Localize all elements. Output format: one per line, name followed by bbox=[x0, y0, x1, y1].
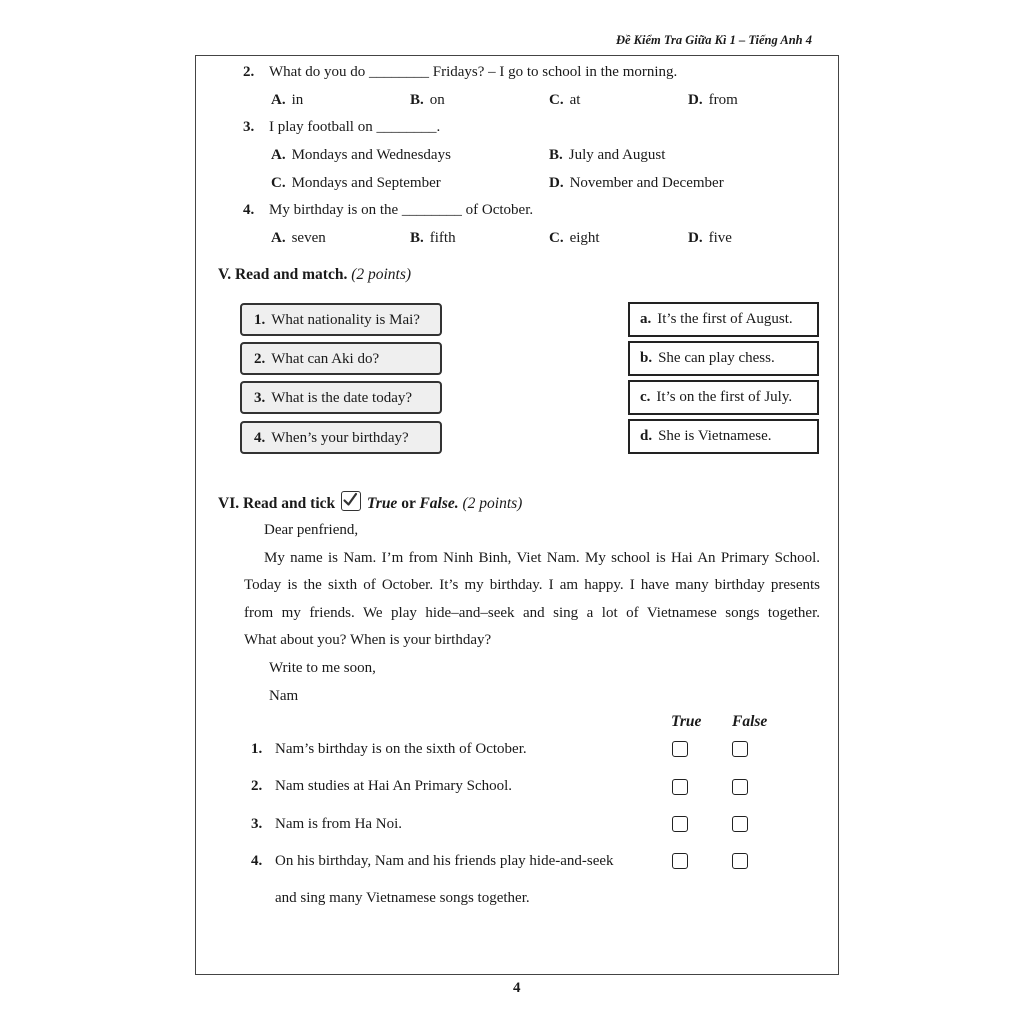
section-6-title: VI. Read and tick True or False. (2 points) bbox=[218, 491, 522, 513]
question-number: 2. bbox=[243, 64, 255, 80]
match-question-4: 4. When’s your birthday? bbox=[240, 421, 442, 454]
true-checkbox-4[interactable] bbox=[672, 853, 688, 869]
question-number: 3. bbox=[243, 119, 255, 135]
option-3a: A. Mondays and Wednesdays bbox=[271, 147, 451, 163]
letter-greeting: Dear penfriend, bbox=[264, 522, 359, 538]
letter-line-1: My name is Nam. I’m from Ninh Binh, Viet Nam. My school is Hai An Primary School. bbox=[264, 550, 820, 566]
option-2b: B. on bbox=[410, 92, 445, 108]
statement-4-continued: and sing many Vietnamese songs together. bbox=[275, 890, 530, 906]
option-3d: D. November and December bbox=[549, 175, 724, 191]
checkbox-tick-icon bbox=[341, 491, 361, 511]
true-checkbox-2[interactable] bbox=[672, 779, 688, 795]
question-2 bbox=[243, 64, 677, 81]
match-answer-c: c. It’s on the first of July. bbox=[628, 380, 819, 415]
true-checkbox-3[interactable] bbox=[672, 816, 688, 832]
option-4a: A. seven bbox=[271, 230, 326, 246]
letter-line-4: What about you? When is your birthday? bbox=[244, 632, 492, 648]
option-4b: B. fifth bbox=[410, 230, 456, 246]
question-3 bbox=[243, 119, 440, 136]
match-answer-d: d. She is Vietnamese. bbox=[628, 419, 819, 454]
false-checkbox-3[interactable] bbox=[732, 816, 748, 832]
letter-closing: Write to me soon, bbox=[269, 660, 376, 676]
question-text: What do you do ________ Fridays? – I go to school in the morning. bbox=[269, 64, 678, 80]
option-4c: C. eight bbox=[549, 230, 600, 246]
letter-signature: Nam bbox=[269, 688, 299, 704]
option-2d: D. from bbox=[688, 92, 738, 108]
match-question-2: 2. What can Aki do? bbox=[240, 342, 442, 375]
option-2c: C. at bbox=[549, 92, 581, 108]
option-2a: A. in bbox=[271, 92, 304, 108]
column-true-header: True bbox=[671, 713, 702, 730]
statement-3: 3. Nam is from Ha Noi. bbox=[251, 816, 403, 832]
statement-4: 4. On his birthday, Nam and his friends play hide-and-seek bbox=[251, 853, 614, 869]
page-frame bbox=[195, 55, 839, 975]
option-4d: D. five bbox=[688, 230, 732, 246]
match-question-3: 3. What is the date today? bbox=[240, 381, 442, 414]
letter-line-3: from my friends. We play hide–and–seek and sing a lot of Vietnamese songs together. bbox=[244, 605, 820, 621]
option-3b: B. July and August bbox=[549, 147, 666, 163]
page-number: 4 bbox=[513, 980, 521, 996]
match-answer-b: b. She can play chess. bbox=[628, 341, 819, 376]
match-question-1: 1. What nationality is Mai? bbox=[240, 303, 442, 336]
question-number: 4. bbox=[243, 202, 255, 218]
statement-1: 1. Nam’s birthday is on the sixth of October. bbox=[251, 741, 527, 757]
statement-2: 2. Nam studies at Hai An Primary School. bbox=[251, 778, 513, 794]
option-3c: C. Mondays and September bbox=[271, 175, 441, 191]
header-title: Đề Kiểm Tra Giữa Kì 1 – Tiếng Anh 4 bbox=[615, 33, 812, 47]
match-answer-a: a. It’s the first of August. bbox=[628, 302, 819, 337]
question-text: My birthday is on the ________ of October. bbox=[269, 202, 534, 218]
false-checkbox-4[interactable] bbox=[732, 853, 748, 869]
column-false-header: False bbox=[732, 713, 768, 730]
false-checkbox-2[interactable] bbox=[732, 779, 748, 795]
false-checkbox-1[interactable] bbox=[732, 741, 748, 757]
true-checkbox-1[interactable] bbox=[672, 741, 688, 757]
section-5-title: V. Read and match. (2 points) bbox=[218, 266, 412, 283]
question-text: I play football on ________. bbox=[269, 119, 441, 135]
letter-line-2: Today is the sixth of October. It’s my birthday. I am happy. I have many birthday presents bbox=[244, 577, 820, 593]
question-4 bbox=[243, 202, 533, 219]
